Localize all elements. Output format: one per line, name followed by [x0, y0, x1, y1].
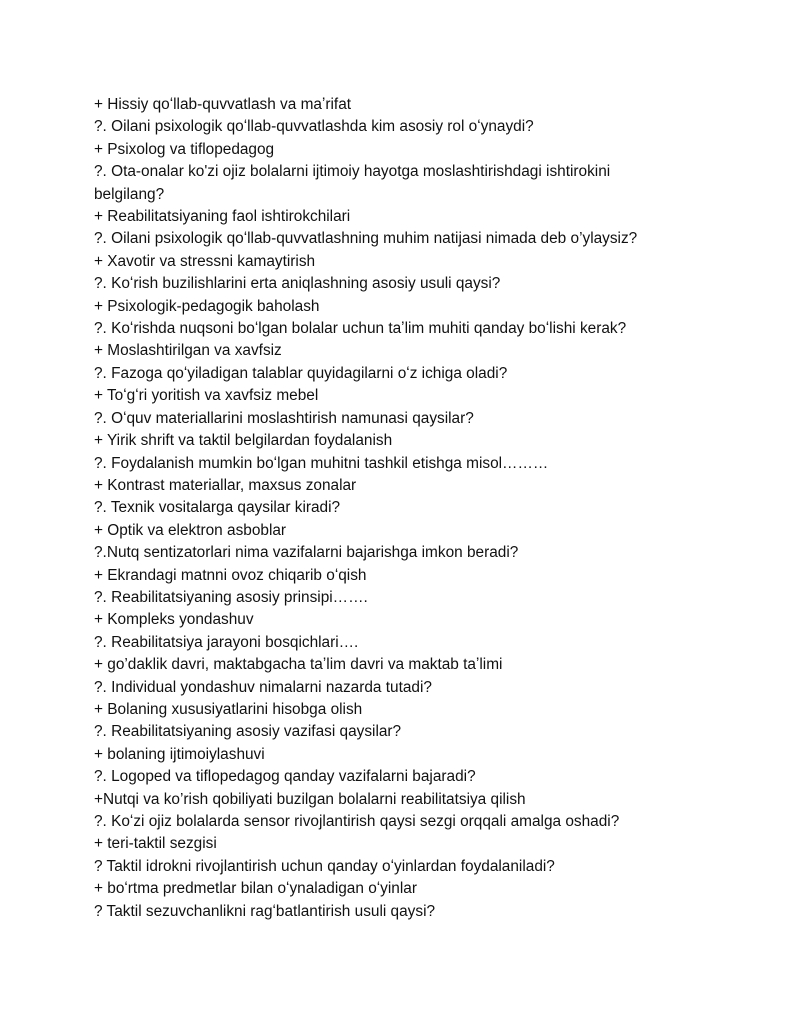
answer-line: + Hissiy qoʻllab-quvvatlash va maʼrifat: [94, 96, 352, 113]
answer-line: + Moslashtirilgan va xavfsiz: [94, 342, 282, 360]
question-line: ?. Koʻrishda nuqsoni boʻlgan bolalar uchun taʼlim muhiti qanday boʻlishi kerak?: [94, 320, 627, 338]
answer-line: + go’daklik davri, maktabgacha taʼlim davri va maktab taʼlimi: [94, 656, 503, 674]
answer-line: + boʻrtma predmetlar bilan oʻynaladigan oʻyinlar: [94, 880, 417, 898]
question-line: ?. Logoped va tiflopedagog qanday vazifalarni bajaradi?: [94, 768, 476, 786]
question-line: ?. Oilani psixologik qoʻllab-quvvatlashda kim asosiy rol oʻynaydi?: [94, 118, 534, 136]
answer-line: + Psixologik-pedagogik baholash: [94, 297, 320, 315]
question-line: ?. Oilani psixologik qoʻllab-quvvatlashning muhim natijasi nimada deb o’ylaysiz?: [94, 230, 638, 248]
answer-line: + Toʻgʻri yoritish va xavfsiz mebel: [94, 387, 319, 405]
question-answer-list: [94, 94, 734, 923]
answer-line: + Xavotir va stressni kamaytirish: [94, 252, 316, 270]
answer-line: + Optik va elektron asboblar: [94, 521, 287, 539]
question-line: ?. Texnik vositalarga qaysilar kiradi?: [94, 499, 341, 517]
answer-line: +Nutqi va ko’rish qobiliyati buzilgan bolalarni reabilitatsiya qilish: [94, 790, 526, 808]
question-line: ?.Nutq sentizatorlari nima vazifalarni bajarishga imkon beradi?: [94, 544, 519, 562]
question-line: ?. Oʻquv materiallarini moslashtirish namunasi qaysilar?: [94, 409, 474, 427]
answer-line: + Kontrast materiallar, maxsus zonalar: [94, 476, 357, 494]
question-line: ?. Koʻrish buzilishlarini erta aniqlashning asosiy usuli qaysi?: [94, 275, 501, 293]
question-line: ? Taktil sezuvchanlikni ragʻbatlantirish usuli qaysi?: [94, 902, 436, 920]
answer-line: + Yirik shrift va taktil belgilardan foydalanish: [94, 432, 393, 450]
text-line: belgilang?: [94, 185, 165, 203]
question-line: ?. Fazoga qoʻyiladigan talablar quyidagilarni oʻz ichiga oladi?: [94, 364, 508, 382]
answer-line: + bolaning ijtimoiylashuvi: [94, 745, 265, 763]
question-line: ?. Individual yondashuv nimalarni nazarda tutadi?: [94, 678, 432, 696]
answer-line: + Bolaning xususiyatlarini hisobga olish: [94, 700, 363, 718]
question-line: ?. Reabilitatsiya jarayoni bosqichlari….: [94, 633, 359, 651]
question-line: ?. Ota-onalar ko'zi ojiz bolalarni ijtimoiy hayotga moslashtirishdagi ishtirokini: [94, 163, 611, 181]
answer-line: + teri-taktil sezgisi: [94, 835, 217, 853]
question-line: ?. Foydalanish mumkin boʻlgan muhitni tashkil etishga misol………: [94, 454, 549, 472]
answer-line: + Ekrandagi matnni ovoz chiqarib oʻqish: [94, 566, 367, 584]
question-line: ?. Reabilitatsiyaning asosiy prinsipi…….: [94, 588, 368, 606]
question-line: ? Taktil idrokni rivojlantirish uchun qanday oʻyinlardan foydalaniladi?: [94, 857, 555, 875]
answer-line: + Reabilitatsiyaning faol ishtirokchilari: [94, 208, 351, 226]
answer-line: + Kompleks yondashuv: [94, 611, 254, 629]
question-line: ?. Koʻzi ojiz bolalarda sensor rivojlantirish qaysi sezgi orqqali amalga oshadi?: [94, 813, 620, 830]
question-line: ?. Reabilitatsiyaning asosiy vazifasi qaysilar?: [94, 723, 402, 741]
answer-line: + Psixolog va tiflopedagog: [94, 140, 275, 158]
